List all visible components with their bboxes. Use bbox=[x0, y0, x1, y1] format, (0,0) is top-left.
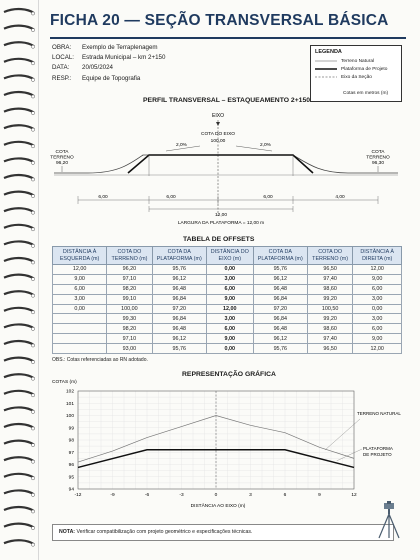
spiral-hole bbox=[31, 178, 34, 181]
table-cell: 6,00 bbox=[206, 324, 253, 334]
table-cell: 96,84 bbox=[253, 314, 307, 324]
spiral-hole bbox=[31, 543, 34, 546]
spiral-hole bbox=[31, 45, 34, 48]
col-header: COTA DA PLATAFORMA (m) bbox=[253, 247, 307, 265]
spiral-hole bbox=[31, 361, 34, 364]
dim-3: 6,00 bbox=[263, 195, 273, 200]
table-cell: 12,00 bbox=[206, 304, 253, 314]
spiral-hole bbox=[31, 78, 34, 81]
table-cell: 6,00 bbox=[353, 284, 402, 294]
table-row bbox=[53, 294, 402, 304]
legend-line-platform bbox=[315, 67, 337, 71]
spiral-hole bbox=[31, 377, 34, 380]
legend-line-axis bbox=[315, 75, 337, 79]
y-tick-label: 101 bbox=[65, 401, 74, 407]
legend-line-terrain bbox=[315, 59, 337, 63]
table-cell: 96,48 bbox=[253, 324, 307, 334]
axis-cota-label: COTA DO EIXO bbox=[200, 132, 236, 137]
y-tick-label: 100 bbox=[65, 414, 74, 420]
spiral-ring bbox=[4, 258, 34, 262]
legend-units: Cotas em metros (m) bbox=[343, 91, 389, 96]
spiral-ring bbox=[4, 358, 34, 362]
info-block bbox=[52, 43, 165, 84]
spiral-hole bbox=[31, 161, 34, 164]
y-tick-label: 102 bbox=[65, 389, 74, 395]
dim-total: 12,00 bbox=[214, 213, 228, 218]
table-cell: 0,00 bbox=[206, 344, 253, 354]
table-cell: 96,48 bbox=[152, 284, 206, 294]
graph-ylabel: COTAS (m) bbox=[52, 380, 77, 385]
table-cell: 99,30 bbox=[107, 314, 152, 324]
info-row-data bbox=[52, 63, 165, 73]
y-tick-label: 94 bbox=[68, 487, 74, 493]
dim-1: 6,00 bbox=[98, 195, 108, 200]
info-row-obra bbox=[52, 43, 165, 53]
table-cell: 0,00 bbox=[206, 265, 253, 275]
table-cell: 99,20 bbox=[307, 314, 352, 324]
col-header: DISTÂNCIA À ESQUERDA (m) bbox=[53, 247, 107, 265]
platform-caption: LARGURA DA PLATAFORMA = 12,00 m bbox=[177, 221, 265, 226]
table-cell: 98,20 bbox=[107, 284, 152, 294]
legend-item-axis: Eixo da Seção bbox=[341, 75, 372, 80]
table-cell: 0,00 bbox=[353, 304, 402, 314]
table-header-row bbox=[53, 247, 402, 265]
right-cota-label-1: COTA bbox=[371, 150, 385, 155]
y-tick-label: 98 bbox=[68, 438, 74, 444]
table-row bbox=[53, 324, 402, 334]
info-value: Exemplo de Terraplenagem bbox=[82, 44, 158, 51]
spiral-ring bbox=[4, 391, 34, 395]
spiral-ring bbox=[4, 175, 34, 179]
table-row bbox=[53, 274, 402, 284]
y-tick-label: 96 bbox=[68, 463, 74, 469]
table-title: TABELA DE OFFSETS bbox=[183, 236, 255, 243]
table-cell bbox=[53, 324, 107, 334]
legend-box bbox=[310, 45, 402, 102]
slope-left: 2,0% bbox=[176, 143, 187, 148]
spiral-hole bbox=[31, 460, 34, 463]
spiral-ring bbox=[4, 192, 34, 196]
spiral-ring bbox=[4, 524, 34, 528]
table-cell bbox=[53, 334, 107, 344]
spiral-hole bbox=[31, 261, 34, 264]
table-cell: 97,10 bbox=[107, 334, 152, 344]
spiral-ring bbox=[4, 540, 34, 544]
graph-label-platform-1: PLATAFORMA bbox=[363, 446, 393, 451]
spiral-hole bbox=[31, 410, 34, 413]
table-cell: 95,76 bbox=[253, 344, 307, 354]
table-cell: 9,00 bbox=[353, 334, 402, 344]
right-cota-value: 96,30 bbox=[371, 161, 385, 166]
x-tick-label: -6 bbox=[144, 493, 150, 498]
table-cell: 98,20 bbox=[107, 324, 152, 334]
x-tick-label: 12 bbox=[351, 493, 357, 498]
info-value: Equipe de Topografia bbox=[82, 74, 141, 82]
spiral-hole bbox=[31, 294, 34, 297]
spiral-ring bbox=[4, 457, 34, 461]
info-key: RESP.: bbox=[52, 74, 72, 82]
table-cell: 9,00 bbox=[353, 274, 402, 284]
graph-xlabel: DISTÂNCIA AO EIXO (m) bbox=[190, 504, 246, 509]
table-cell: 12,00 bbox=[353, 344, 402, 354]
spiral-hole bbox=[31, 244, 34, 247]
table-cell: 95,76 bbox=[152, 265, 206, 275]
table-cell: 9,00 bbox=[53, 274, 107, 284]
platform-line bbox=[128, 155, 313, 173]
table-cell: 99,20 bbox=[307, 294, 352, 304]
x-tick-label: -9 bbox=[110, 493, 115, 498]
spiral-hole bbox=[31, 278, 34, 281]
table-row bbox=[53, 334, 402, 344]
spiral-ring bbox=[4, 9, 34, 13]
x-tick-label: 6 bbox=[283, 493, 287, 498]
spiral-hole bbox=[31, 344, 34, 347]
margin-line bbox=[38, 0, 39, 560]
info-key: DATA: bbox=[52, 64, 70, 72]
spiral-ring bbox=[4, 374, 34, 378]
dim-4: 4,00 bbox=[335, 195, 345, 200]
spiral-ring bbox=[4, 275, 34, 279]
table-cell: 6,00 bbox=[353, 324, 402, 334]
spiral-ring bbox=[4, 42, 34, 46]
note-text: Verificar compatibilização com projeto geométrico e especificações técnicas. bbox=[76, 529, 253, 535]
left-cota-label-1: COTA bbox=[55, 150, 69, 155]
table-cell: 99,10 bbox=[107, 294, 152, 304]
spiral-ring bbox=[4, 341, 34, 345]
spiral-ring bbox=[4, 441, 34, 445]
spiral-hole bbox=[31, 477, 34, 480]
title-rule bbox=[50, 37, 406, 39]
table-row bbox=[53, 284, 402, 294]
spiral-hole bbox=[31, 112, 34, 115]
spiral-ring bbox=[4, 109, 34, 113]
col-header: DISTÂNCIA À DIREITA (m) bbox=[353, 247, 402, 265]
table-cell: 9,00 bbox=[206, 334, 253, 344]
spiral-hole bbox=[31, 510, 34, 513]
spiral-hole bbox=[31, 427, 34, 430]
col-header: DISTÂNCIA DO EIXO (m) bbox=[206, 247, 253, 265]
legend-item-platform: Plataforma de Projeto bbox=[341, 67, 388, 72]
axis-label: EIXO bbox=[212, 113, 224, 119]
axis-arrow-icon bbox=[216, 122, 220, 126]
table-cell: 100,00 bbox=[107, 304, 152, 314]
table-cell: 98,60 bbox=[307, 284, 352, 294]
x-tick-label: 3 bbox=[249, 493, 252, 498]
x-tick-label: -3 bbox=[179, 493, 184, 498]
table-row bbox=[53, 314, 402, 324]
table-cell: 97,10 bbox=[107, 274, 152, 284]
table-cell: 96,12 bbox=[253, 274, 307, 284]
table-cell: 6,00 bbox=[53, 284, 107, 294]
table-cell: 3,00 bbox=[206, 274, 253, 284]
table-cell: 98,60 bbox=[307, 324, 352, 334]
spiral-hole bbox=[31, 527, 34, 530]
spiral-ring bbox=[4, 225, 34, 229]
elevation-graph bbox=[48, 377, 404, 509]
left-cota-label-2: TERRENO bbox=[50, 155, 74, 161]
table-cell: 96,12 bbox=[152, 274, 206, 284]
col-header: COTA DO TERRENO (m) bbox=[307, 247, 352, 265]
table-cell: 0,00 bbox=[53, 304, 107, 314]
table-cell: 6,00 bbox=[206, 284, 253, 294]
table-cell: 96,50 bbox=[307, 344, 352, 354]
spiral-hole bbox=[31, 327, 34, 330]
table-row bbox=[53, 265, 402, 275]
table-cell: 12,00 bbox=[53, 265, 107, 275]
spiral-ring bbox=[4, 324, 34, 328]
table-cell: 3,00 bbox=[206, 314, 253, 324]
spiral-hole bbox=[31, 228, 34, 231]
spiral-ring bbox=[4, 407, 34, 411]
x-tick-label: 9 bbox=[318, 493, 321, 498]
graph-label-platform-2: DE PROJETO bbox=[363, 452, 392, 457]
spiral-hole bbox=[31, 29, 34, 32]
spiral-ring bbox=[4, 241, 34, 245]
table-note: OBS.: Cotas referenciadas ao RN adotado. bbox=[52, 357, 148, 363]
spiral-ring bbox=[4, 92, 34, 96]
table-cell: 96,12 bbox=[253, 334, 307, 344]
info-row-local bbox=[52, 53, 165, 63]
slope-right: 2,0% bbox=[260, 143, 271, 148]
note-box bbox=[52, 524, 394, 541]
spiral-ring bbox=[4, 308, 34, 312]
table-cell: 96,84 bbox=[152, 314, 206, 324]
surveyor-tripod-icon bbox=[376, 500, 402, 540]
table-row bbox=[53, 344, 402, 354]
table-cell: 97,40 bbox=[307, 274, 352, 284]
profile-title: PERFIL TRANSVERSAL – ESTAQUEAMENTO 2+150 bbox=[143, 97, 311, 104]
info-value: Estrada Municipal – km 2+150 bbox=[82, 54, 166, 62]
terrain-outline bbox=[54, 155, 398, 173]
graph-title: REPRESENTAÇÃO GRÁFICA bbox=[182, 371, 276, 378]
offsets-table bbox=[52, 246, 402, 354]
table-cell: 97,20 bbox=[253, 304, 307, 314]
table-cell: 96,48 bbox=[152, 324, 206, 334]
spiral-hole bbox=[31, 211, 34, 214]
table-cell: 96,20 bbox=[107, 265, 152, 275]
spiral-ring bbox=[4, 75, 34, 79]
spiral-hole bbox=[31, 311, 34, 314]
table-cell: 9,00 bbox=[206, 294, 253, 304]
table-cell: 96,50 bbox=[307, 265, 352, 275]
spiral-ring bbox=[4, 490, 34, 494]
spiral-ring bbox=[4, 59, 34, 63]
spiral-hole bbox=[31, 12, 34, 15]
table-cell: 96,12 bbox=[152, 334, 206, 344]
table-cell: 3,00 bbox=[353, 314, 402, 324]
table-cell: 96,84 bbox=[152, 294, 206, 304]
spiral-hole bbox=[31, 394, 34, 397]
table-cell: 12,00 bbox=[353, 265, 402, 275]
spiral-hole bbox=[31, 444, 34, 447]
x-tick-label: -12 bbox=[74, 493, 82, 498]
spiral-ring bbox=[4, 507, 34, 511]
note-label: NOTA: bbox=[59, 529, 76, 535]
table-cell bbox=[53, 314, 107, 324]
y-tick-label: 99 bbox=[68, 426, 74, 432]
spiral-hole bbox=[31, 128, 34, 131]
spiral-ring bbox=[4, 125, 34, 129]
table-cell: 97,20 bbox=[152, 304, 206, 314]
info-key: LOCAL: bbox=[52, 54, 75, 62]
axis-cota-value: 100,00 bbox=[210, 139, 226, 144]
table-cell: 95,76 bbox=[152, 344, 206, 354]
spiral-hole bbox=[31, 195, 34, 198]
info-value: 20/05/2024 bbox=[82, 64, 113, 72]
table-cell: 3,00 bbox=[353, 294, 402, 304]
header bbox=[50, 12, 405, 38]
y-tick-label: 95 bbox=[68, 475, 74, 481]
spiral-ring bbox=[4, 291, 34, 295]
table-cell: 97,40 bbox=[307, 334, 352, 344]
col-header: COTA DA PLATAFORMA (m) bbox=[152, 247, 206, 265]
table-cell: 100,50 bbox=[307, 304, 352, 314]
legend-item-terrain: Terreno Natural bbox=[341, 59, 375, 64]
spiral-binding bbox=[0, 0, 38, 560]
legend-title: LEGENDA bbox=[315, 49, 342, 55]
spiral-ring bbox=[4, 474, 34, 478]
table-cell: 3,00 bbox=[53, 294, 107, 304]
graph-label-terrain: TERRENO NATURAL bbox=[357, 411, 401, 416]
dim-2: 6,00 bbox=[166, 195, 176, 200]
spiral-hole bbox=[31, 95, 34, 98]
info-key: OBRA: bbox=[52, 44, 72, 51]
table-cell: 95,76 bbox=[253, 265, 307, 275]
spiral-hole bbox=[31, 145, 34, 148]
spiral-hole bbox=[31, 493, 34, 496]
table-cell bbox=[53, 344, 107, 354]
spiral-ring bbox=[4, 158, 34, 162]
spiral-ring bbox=[4, 26, 34, 30]
table-cell: 96,48 bbox=[253, 284, 307, 294]
info-row-resp bbox=[52, 74, 165, 84]
cross-section-drawing bbox=[48, 106, 404, 232]
platform-label-leader bbox=[337, 449, 362, 461]
y-tick-label: 97 bbox=[68, 450, 74, 456]
spiral-hole bbox=[31, 62, 34, 65]
spiral-ring bbox=[4, 142, 34, 146]
table-cell: 93,00 bbox=[107, 344, 152, 354]
dimension-lines bbox=[78, 196, 378, 212]
left-cota-value: 96,20 bbox=[55, 161, 69, 166]
x-tick-label: 0 bbox=[214, 493, 218, 498]
page-title: FICHA 20 — SEÇÃO TRANSVERSAL BÁSICA bbox=[50, 12, 389, 29]
col-header: COTA DO TERRENO (m) bbox=[107, 247, 152, 265]
spiral-ring bbox=[4, 208, 34, 212]
table-cell: 96,84 bbox=[253, 294, 307, 304]
table-row bbox=[53, 304, 402, 314]
right-cota-label-2: TERRENO bbox=[366, 155, 390, 161]
spiral-ring bbox=[4, 424, 34, 428]
